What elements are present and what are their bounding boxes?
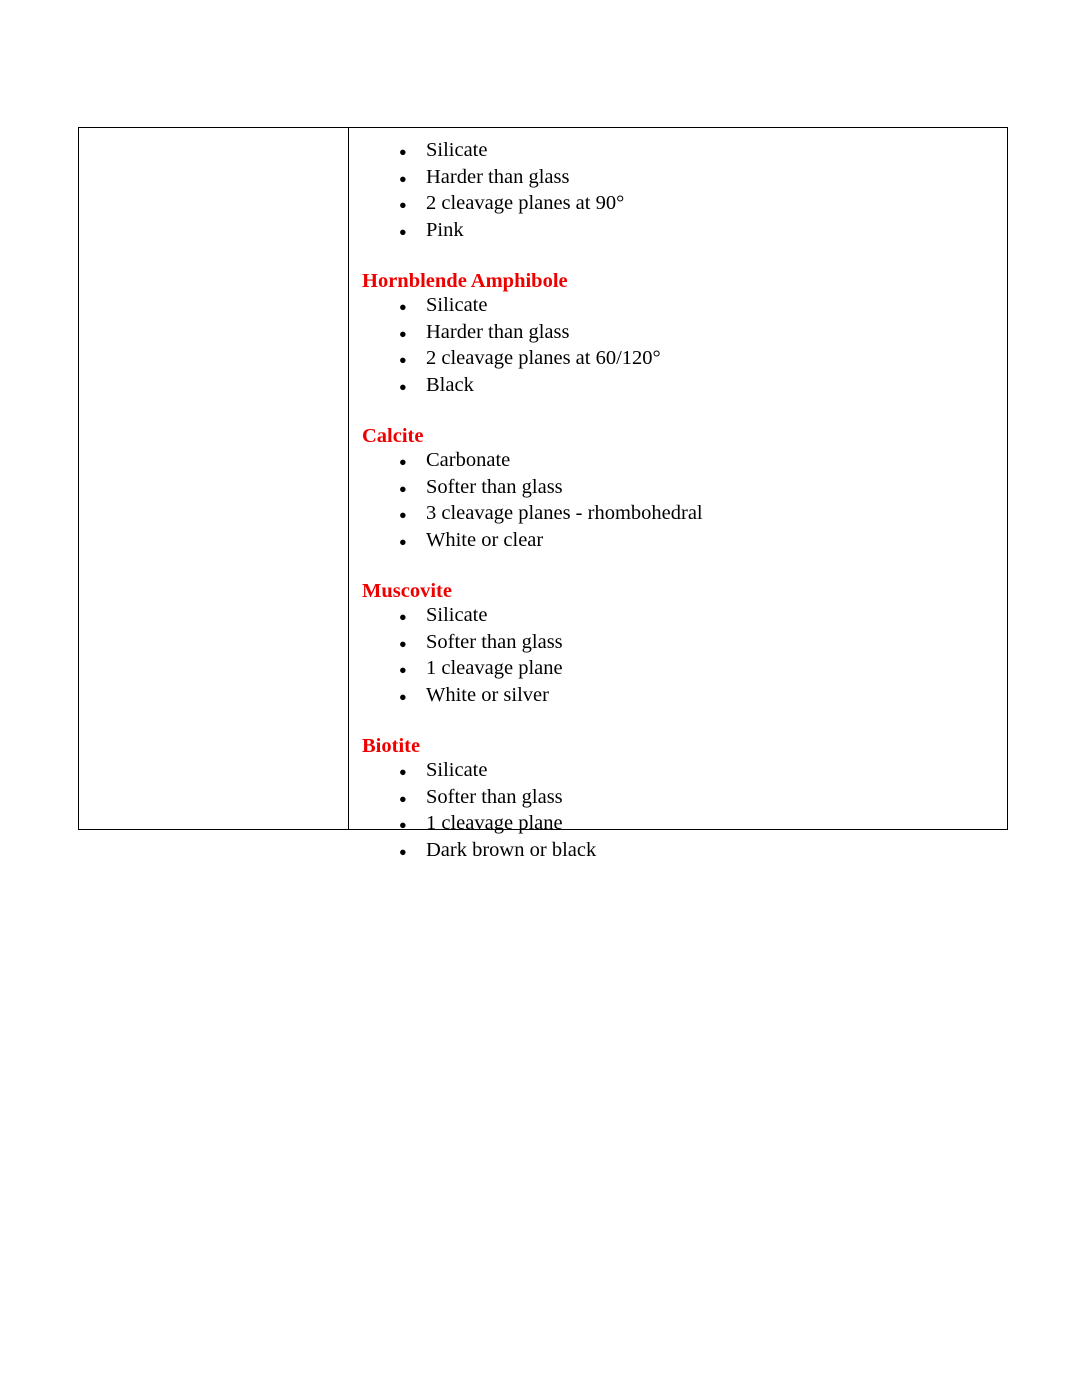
list-item	[399, 811, 993, 838]
mineral-heading: Muscovite	[362, 579, 452, 602]
list-item-text: 1 cleavage plane	[426, 812, 563, 834]
bullet-icon: ●	[399, 353, 407, 367]
mineral-table	[78, 127, 1008, 861]
mineral-section	[362, 138, 993, 244]
list-item-text: Harder than glass	[426, 165, 570, 188]
list-item	[399, 603, 993, 630]
list-item	[399, 475, 993, 502]
list-item	[399, 373, 993, 400]
list-item	[399, 138, 993, 165]
list-item-text: Silicate	[426, 604, 488, 626]
list-item-text: Softer than glass	[426, 630, 563, 653]
mineral-heading: Biotite	[362, 734, 421, 757]
bullet-icon: ●	[399, 534, 407, 549]
bullet-icon: ●	[399, 326, 407, 341]
bullet-icon: ●	[399, 844, 407, 859]
list-item	[399, 630, 993, 657]
list-item-text: Softer than glass	[426, 785, 563, 808]
mineral-section	[362, 424, 993, 555]
mineral-sections-container	[362, 138, 993, 864]
table-cell-right	[349, 128, 1007, 861]
list-item-text: Black	[426, 373, 474, 396]
bullet-icon: ●	[399, 455, 407, 469]
list-item-text: Harder than glass	[426, 320, 570, 343]
list-item-text: Softer than glass	[426, 475, 563, 498]
bullet-list	[362, 603, 993, 709]
bullet-icon: ●	[399, 636, 407, 651]
bullet-list	[362, 138, 993, 244]
list-item-text: Silicate	[426, 294, 488, 316]
list-item	[399, 346, 993, 373]
list-item	[399, 165, 993, 192]
list-item	[399, 528, 993, 555]
bullet-icon: ●	[399, 300, 407, 314]
bullet-icon: ●	[399, 198, 407, 212]
bullet-icon: ●	[399, 171, 407, 186]
list-item-text: 2 cleavage planes at 60/120°	[426, 347, 661, 369]
list-item-text: Dark brown or black	[426, 838, 597, 861]
bullet-list	[362, 448, 993, 554]
bullet-icon: ●	[399, 145, 407, 159]
list-item-text: White or silver	[426, 683, 549, 706]
list-item	[399, 656, 993, 683]
list-item-text: 3 cleavage planes - rhombohedral	[426, 502, 703, 524]
list-item-text: Pink	[426, 218, 464, 241]
list-item-text: 1 cleavage plane	[426, 657, 563, 679]
mineral-section	[362, 269, 993, 400]
list-item	[399, 448, 993, 475]
bullet-icon: ●	[399, 481, 407, 496]
list-item	[399, 838, 993, 865]
bullet-icon: ●	[399, 610, 407, 624]
mineral-section	[362, 734, 993, 865]
table-cell-left	[79, 128, 349, 829]
bullet-icon: ●	[399, 765, 407, 779]
mineral-section	[362, 579, 993, 710]
list-item	[399, 683, 993, 710]
list-item	[399, 191, 993, 218]
bullet-icon: ●	[399, 791, 407, 806]
list-item	[399, 320, 993, 347]
list-item	[399, 293, 993, 320]
list-item	[399, 785, 993, 812]
list-item	[399, 758, 993, 785]
list-item	[399, 501, 993, 528]
bullet-list	[362, 758, 993, 864]
list-item	[399, 218, 993, 245]
list-item-text: Silicate	[426, 139, 488, 161]
bullet-icon: ●	[399, 663, 407, 677]
mineral-heading: Calcite	[362, 424, 424, 447]
bullet-icon: ●	[399, 224, 407, 239]
bullet-icon: ●	[399, 818, 407, 832]
mineral-heading: Hornblende Amphibole	[362, 269, 568, 292]
bullet-list	[362, 293, 993, 399]
bullet-icon: ●	[399, 508, 407, 522]
bullet-icon: ●	[399, 689, 407, 704]
list-item-text: Silicate	[426, 759, 488, 781]
list-item-text: Carbonate	[426, 449, 511, 471]
list-item-text: 2 cleavage planes at 90°	[426, 192, 625, 214]
bullet-icon: ●	[399, 379, 407, 394]
list-item-text: White or clear	[426, 528, 544, 551]
